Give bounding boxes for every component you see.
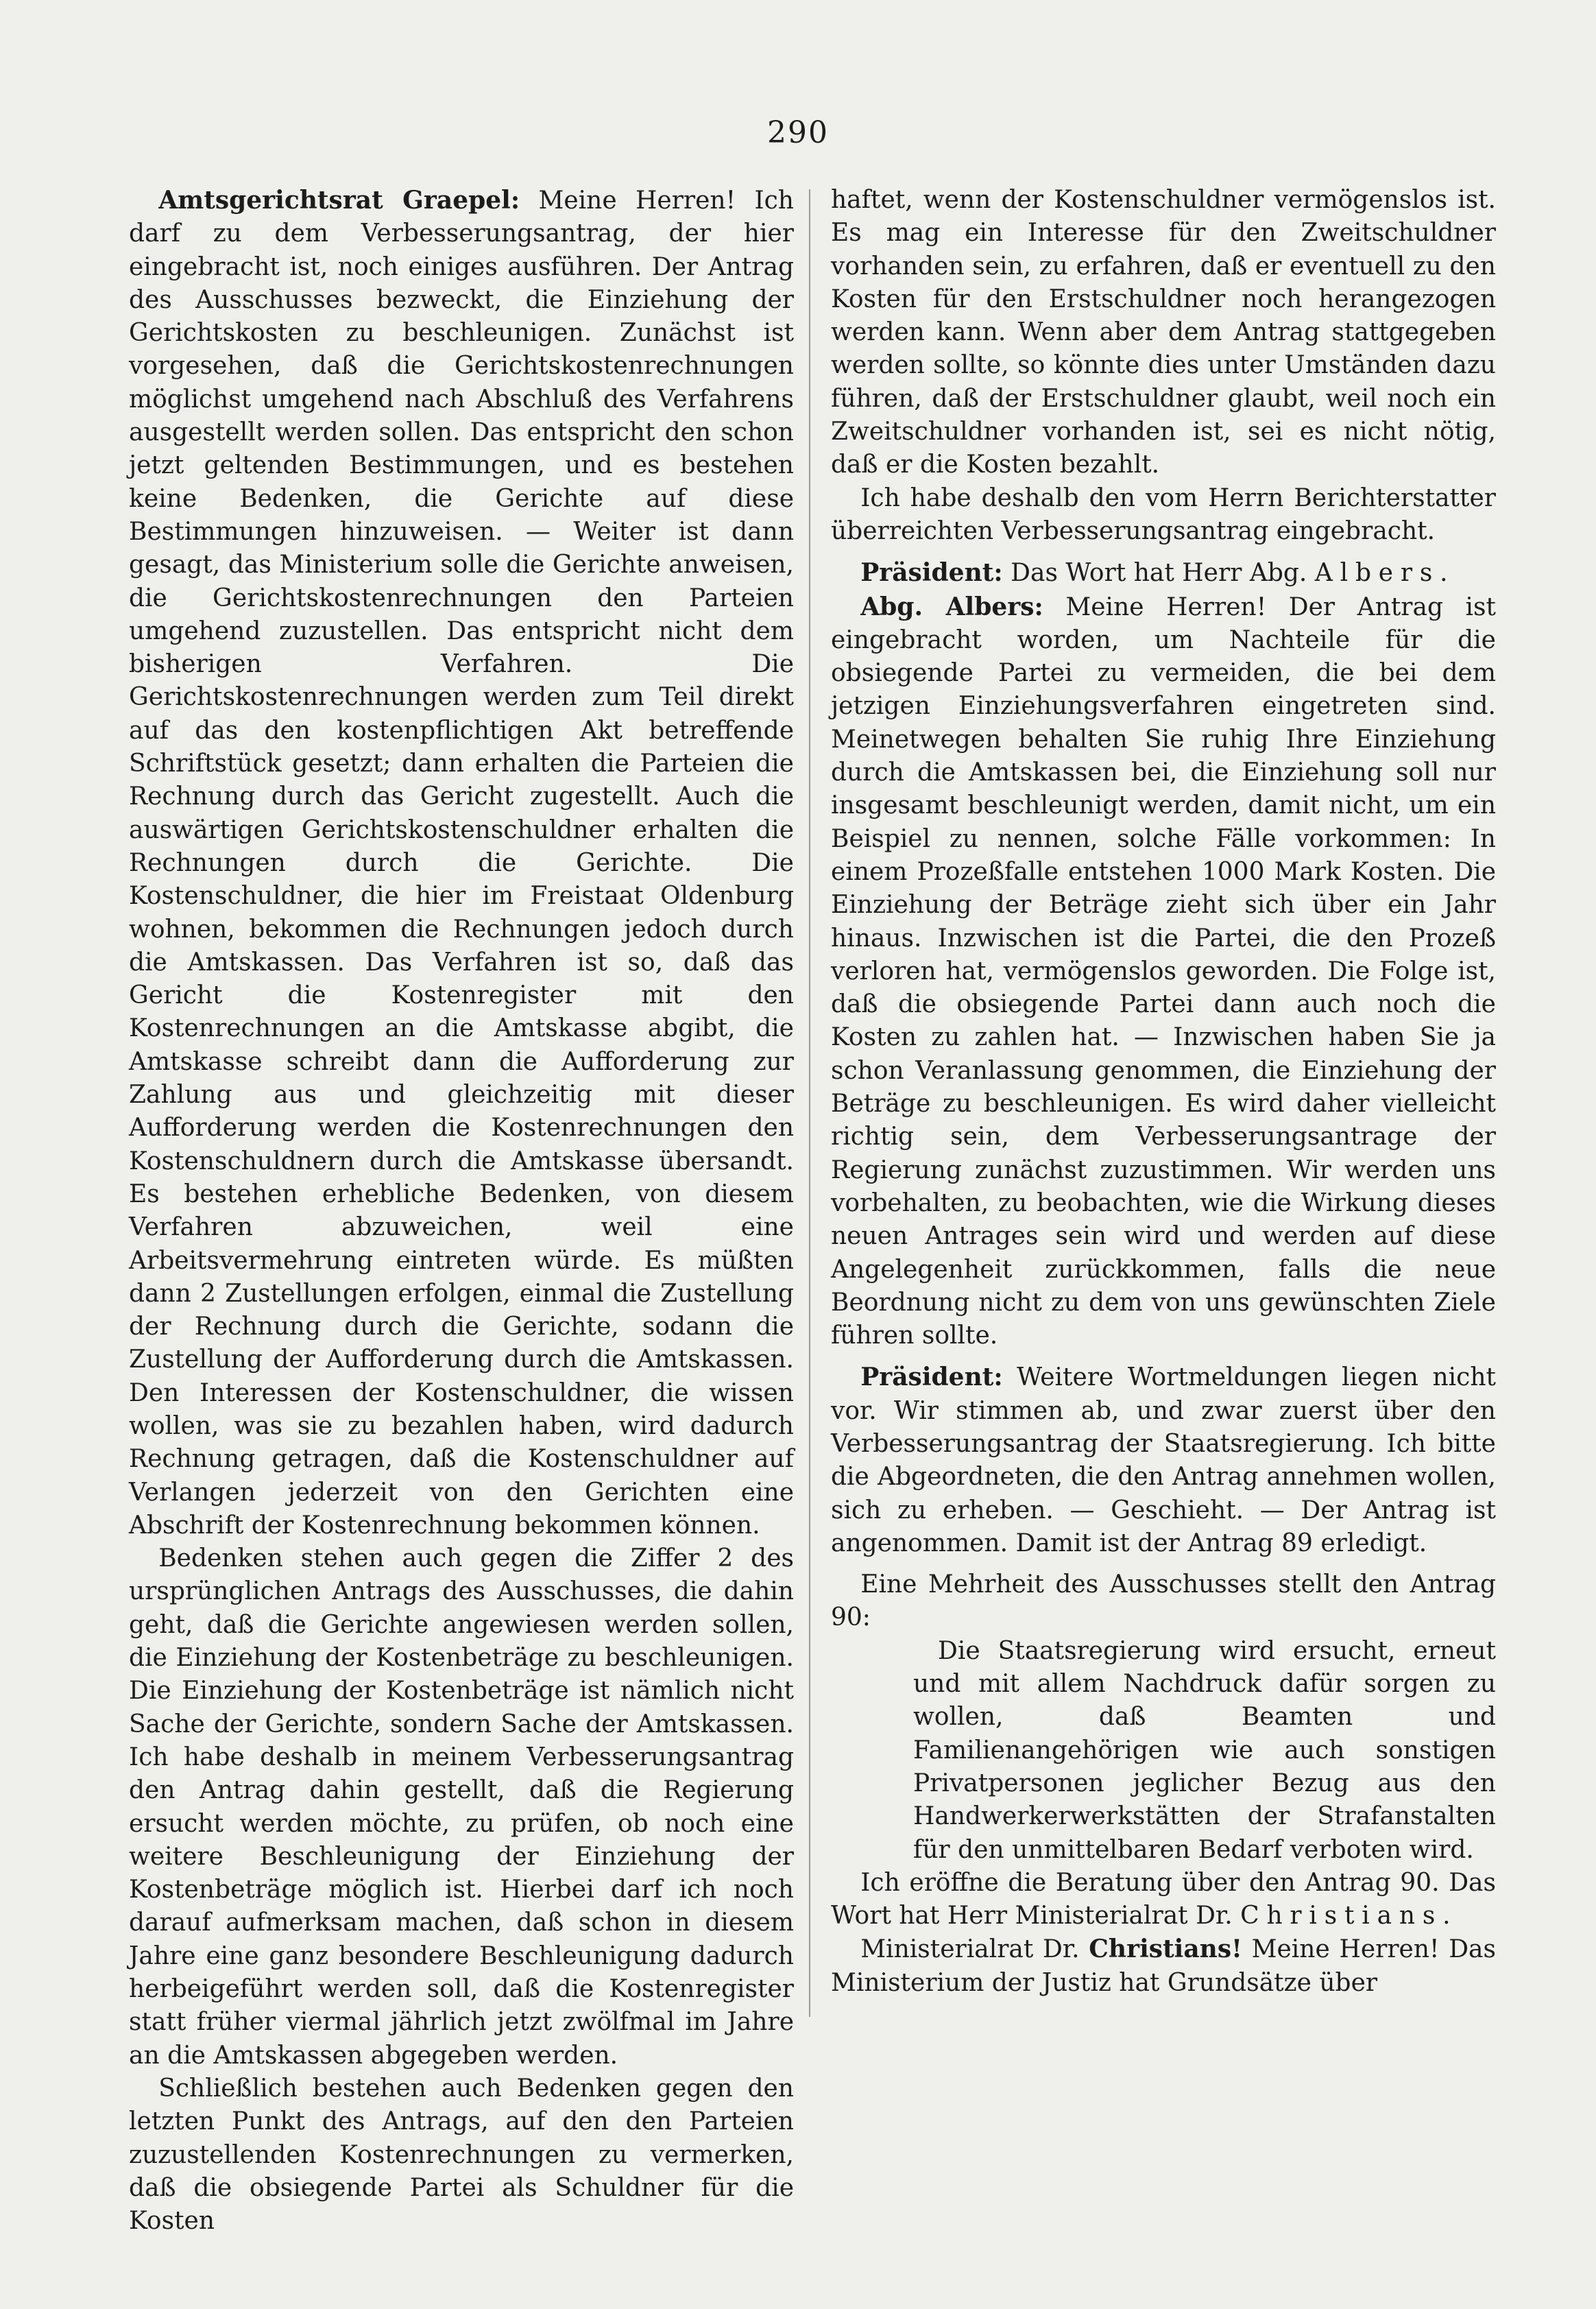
speaker-label: Amtsgerichtsrat Graepel:: [158, 186, 520, 215]
column-divider: [809, 189, 810, 2017]
paragraph: [129, 1542, 794, 2072]
paragraph-text: Ich habe deshalb den vom Herrn Berichterstatter überreichten Verbesserungsantrag eingebracht.: [831, 483, 1496, 545]
paragraph: [831, 482, 1496, 549]
paragraph-text: haftet, wenn der Kostenschuldner vermögenslos ist. Es mag ein Interesse für den Zweitschuldner vorhanden sein, zu erfahren, daß er eventuell zu den Kosten für den Erstschuldner noch herangezogen werden kann. Wenn aber dem Antrag stattgegeben werden sollte, so könnte dies unter Umständen dazu führen, daß der Erstschuldner glaubt, weil noch ein Zweitschuldner vorhanden ist, sei es nicht nötig, daß er die Kosten bezahlt.: [831, 186, 1496, 479]
paragraph: [129, 184, 794, 1542]
left-column: [129, 184, 794, 2238]
paragraph-text: Meine Herren! Ich darf zu dem Verbesserungsantrag, der hier eingebracht ist, noch einiges ausführen. Der Antrag des Ausschusses bezweckt, die Einziehung der Gerichtskosten zu beschleunigen. Zunächst ist vorgesehen, daß die Gerichtskostenrechnungen möglichst umgehend nach Abschluß des Verfahrens ausgestellt werden sollen. Das entspricht den schon jetzt geltenden Bestimmungen, und es bestehen keine Bedenken, die Gerichte auf diese Bestimmungen hinzuweisen. — Weiter ist dann gesagt, das Ministerium solle die Gerichte anweisen, die Gerichtskostenrechnungen den Parteien umgehend zuzustellen. Das entspricht nicht dem bisherigen Verfahren. Die Gerichtskostenrechnungen werden zum Teil direkt auf das den kostenpflichtigen Akt betreffende Schriftstück gesetzt; dann erhalten die Parteien die Rechnung durch das Gericht zugestellt. Auch die auswärtigen Gerichtskostenschuldner erhalten die Rechnungen durch die Gerichte. Die Kostenschuldner, die hier im Freistaat Oldenburg wohnen, bekommen die Rechnungen jedoch durch die Amtskassen. Das Verfahren ist so, daß das Gericht die Kostenregister mit den Kostenrechnungen an die Amtskasse abgibt, die Amtskasse schreibt dann die Aufforderung zur Zahlung aus und gleichzeitig mit dieser Aufforderung werden die Kostenrechnungen den Kostenschuldnern durch die Amtskasse übersandt. Es bestehen erhebliche Bedenken, von diesem Verfahren abzuweichen, weil eine Arbeitsvermehrung eintreten würde. Es müßten dann 2 Zustellungen erfolgen, einmal die Zustellung der Rechnung durch die Gerichte, sodann die Zustellung der Aufforderung durch die Amtskassen. Den Interessen der Kostenschuldner, die wissen wollen, was sie zu bezahlen haben, wird dadurch Rechnung getragen, daß die Kostenschuldner auf Verlangen jederzeit von den Gerichten eine Abschrift der Kostenrechnung bekommen können.: [129, 187, 794, 1540]
speaker-label: Christians!: [1089, 1935, 1242, 1964]
paragraph-text: Ich eröffne die Beratung über den Antrag 90. Das Wort hat Herr Ministerialrat Dr.: [831, 1868, 1496, 1930]
speaker-label: Präsident:: [860, 1363, 1003, 1392]
speaker-label: Präsident:: [860, 558, 1003, 588]
paragraph-text: Meine Herren! Das Ministerium der Justiz hat Grundsätze über: [831, 1935, 1496, 1997]
paragraph: [831, 1867, 1496, 1933]
paragraph-text: Meine Herren! Der Antrag ist eingebracht worden, um Nachteile für die obsiegende Partei zu vermeiden, die bei dem jetzigen Einziehungsverfahren eingetreten sind. Meinetwegen behalten Sie ruhig Ihre Einziehung durch die Amtskassen bei, die Einziehung soll nur insgesamt beschleunigt werden, damit nicht, um ein Beispiel zu nennen, solche Fälle vorkommen: In einem Prozeßfalle entstehen 1000 Mark Kosten. Die Einziehung der Beträge zieht sich über ein Jahr hinaus. Inzwischen ist die Partei, die den Prozeß verloren hat, vermögenslos geworden. Die Folge ist, daß die obsiegende Partei dann auch noch die Kosten zu zahlen hat. — Inzwischen haben Sie ja schon Veranlassung genommen, die Einziehung der Beträge zu beschleunigen. Es wird daher vielleicht richtig sein, dem Verbesserungsantrage der Regierung zunächst zuzustimmen. Wir werden uns vorbehalten, zu beobachten, wie die Wirkung dieses neuen Antrages sein wird und werden auf diese Angelegenheit zurückkommen, falls die neue Beordnung nicht zu dem von uns gewünschten Ziele führen sollte.: [831, 593, 1496, 1350]
paragraph-text: Eine Mehrheit des Ausschusses stellt den Antrag 90:: [831, 1570, 1496, 1632]
motion-quote: [913, 1635, 1496, 1867]
paragraph-text: Schließlich bestehen auch Bedenken gegen den letzten Punkt des Antrags, auf den den Parteien zuzustellenden Kostenrechnungen zu vermerken, daß die obsiegende Partei als Schuldner für die Kosten: [129, 2074, 794, 2236]
right-column: [831, 184, 1496, 2000]
page-number: 290: [767, 115, 829, 150]
paragraph-text: Weitere Wortmeldungen liegen nicht vor. Wir stimmen ab, und zwar zuerst über den Verbesserungsantrag der Staatsregierung. Ich bitte die Abgeordneten, die den Antrag annehmen wollen, sich zu erheben. — Geschieht. — Der Antrag ist angenommen. Damit ist der Antrag 89 erledigt.: [831, 1363, 1496, 1557]
paragraph: [831, 590, 1496, 1353]
paragraph: [831, 1568, 1496, 1635]
paragraph: [831, 1933, 1496, 2000]
speaker-label: Abg. Albers:: [860, 592, 1043, 621]
speaker-prefix: Ministerialrat Dr.: [860, 1935, 1080, 1964]
paragraph: [831, 556, 1496, 590]
speaker-name: Christians.: [1240, 1902, 1458, 1930]
paragraph-text: Bedenken stehen auch gegen die Ziffer 2 des ursprünglichen Antrags des Ausschusses, die dahin geht, daß die Gerichte angewiesen werden sollen, die Einziehung der Kostenbeträge zu beschleunigen. Die Einziehung der Kostenbeträge ist nämlich nicht Sache der Gerichte, sondern Sache der Amtskassen. Ich habe deshalb in meinem Verbesserungsantrag den Antrag dahin gestellt, daß die Regierung ersucht werden möchte, zu prüfen, ob noch eine weitere Beschleunigung der Einziehung der Kostenbeträge möglich ist. Hierbei darf ich noch darauf aufmerksam machen, daß schon in diesem Jahre eine ganz besondere Beschleunigung dadurch herbeigeführt werden soll, daß die Kostenregister statt früher viermal jährlich jetzt zwölfmal im Jahre an die Amtskassen abgegeben werden.: [129, 1544, 794, 2070]
paragraph: [831, 184, 1496, 482]
paragraph: [129, 2072, 794, 2238]
paragraph-text: Die Staatsregierung wird ersucht, erneut und mit allem Nachdruck dafür sorgen zu wollen, daß Beamten und Familienangehörigen wie auch sonstigen Privatpersonen jeglicher Bezug aus den Handwerkerwerkstätten der Strafanstalten für den unmittelbaren Bedarf verboten wird.: [913, 1636, 1496, 1864]
speaker-name: Albers.: [1314, 559, 1455, 588]
paragraph: [831, 1361, 1496, 1560]
paragraph-text: Das Wort hat Herr Abg.: [1011, 559, 1307, 588]
